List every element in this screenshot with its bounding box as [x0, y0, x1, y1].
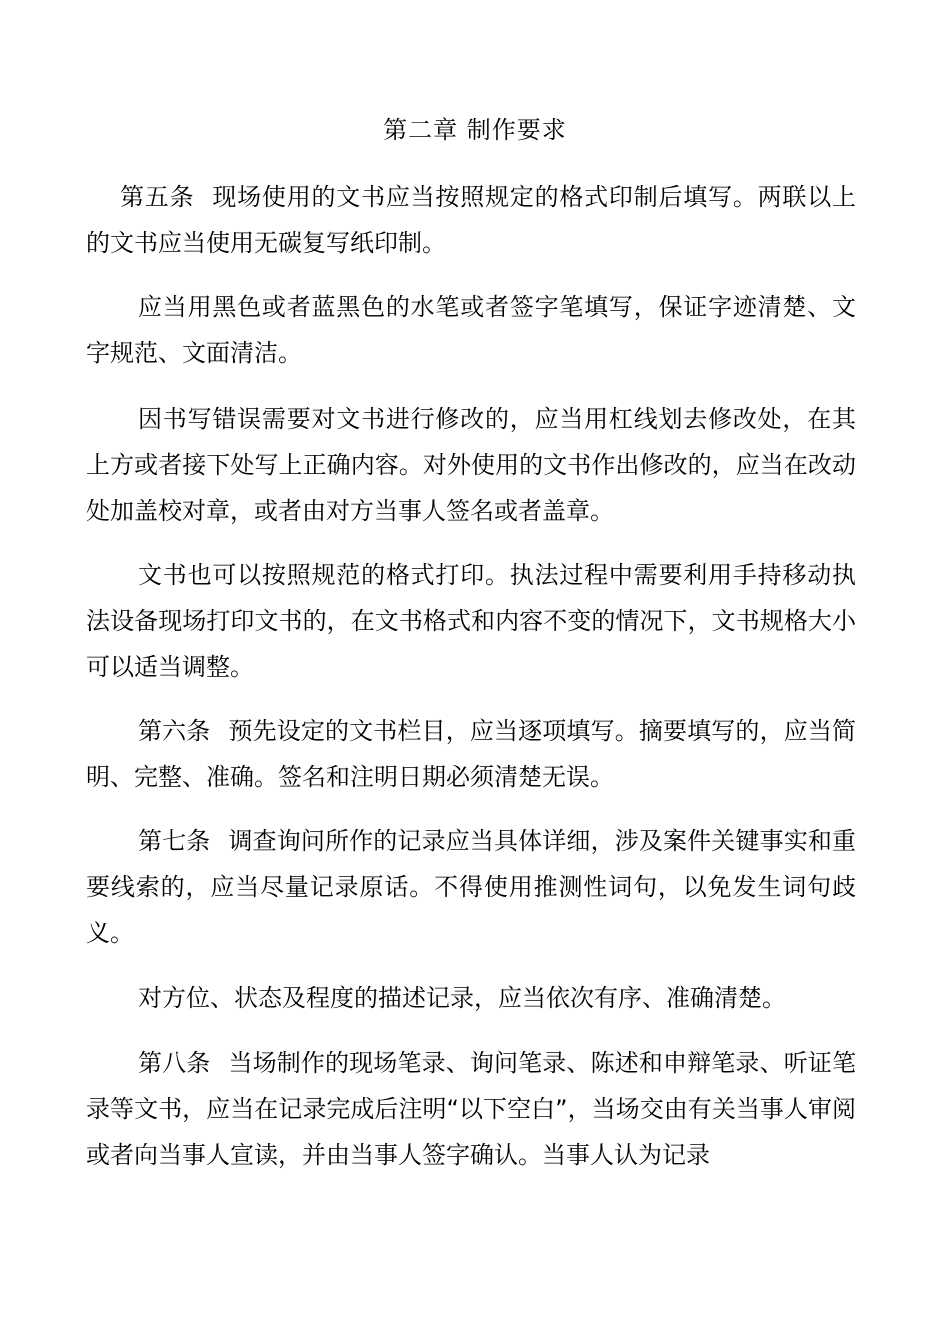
paragraph-article-6: [86, 708, 856, 800]
paragraph-text: 应当用黑色或者蓝黑色的水笔或者签字笔填写，保证字迹清楚、文字规范、文面清洁。: [86, 293, 856, 367]
paragraph-text: 预先设定的文书栏目，应当逐项填写。摘要填写的，应当简明、完整、准确。签名和注明日期必须清楚无误。: [86, 717, 857, 791]
article-number: 第五条: [120, 183, 195, 211]
chapter-title: 第二章 制作要求: [383, 116, 567, 144]
paragraph-text: 对方位、状态及程度的描述记录，应当依次有序、准确清楚。: [138, 984, 786, 1012]
article-number: 第七条: [138, 827, 211, 855]
paragraph-article-5: [86, 174, 856, 266]
paragraph-text: 文书也可以按照规范的格式打印。执法过程中需要利用手持移动执法设备现场打印文书的，在文书格式和内容不变的情况下，文书规格大小可以适当调整。: [86, 561, 856, 681]
paragraph-text: 当场制作的现场笔录、询问笔录、陈述和申辩笔录、听证笔录等文书，应当在记录完成后注明“以下空白”，当场交由有关当事人审阅或者向当事人宣读，并由当事人签字确认。当事人认为记录: [86, 1049, 857, 1169]
paragraph-text: 调查询问所作的记录应当具体详细，涉及案件关键事实和重要线索的，应当尽量记录原话。不得使用推测性词句，以免发生词句歧义。: [86, 827, 857, 947]
paragraph-text: 现场使用的文书应当按照规定的格式印制后填写。两联以上的文书应当使用无碳复写纸印制。: [86, 183, 857, 257]
paragraph-article-7: [86, 818, 856, 956]
paragraph: [86, 975, 856, 1021]
paragraph: [86, 284, 856, 376]
paragraph-text: 因书写错误需要对文书进行修改的，应当用杠线划去修改处，在其上方或者接下处写上正确内容。对外使用的文书作出修改的，应当在改动处加盖校对章，或者由对方当事人签名或者盖章。: [86, 405, 856, 525]
paragraph-article-8: [86, 1040, 856, 1178]
article-number: 第八条: [138, 1049, 211, 1077]
article-number: 第六条: [138, 717, 211, 745]
paragraph: [86, 552, 856, 690]
paragraph: [86, 396, 856, 534]
